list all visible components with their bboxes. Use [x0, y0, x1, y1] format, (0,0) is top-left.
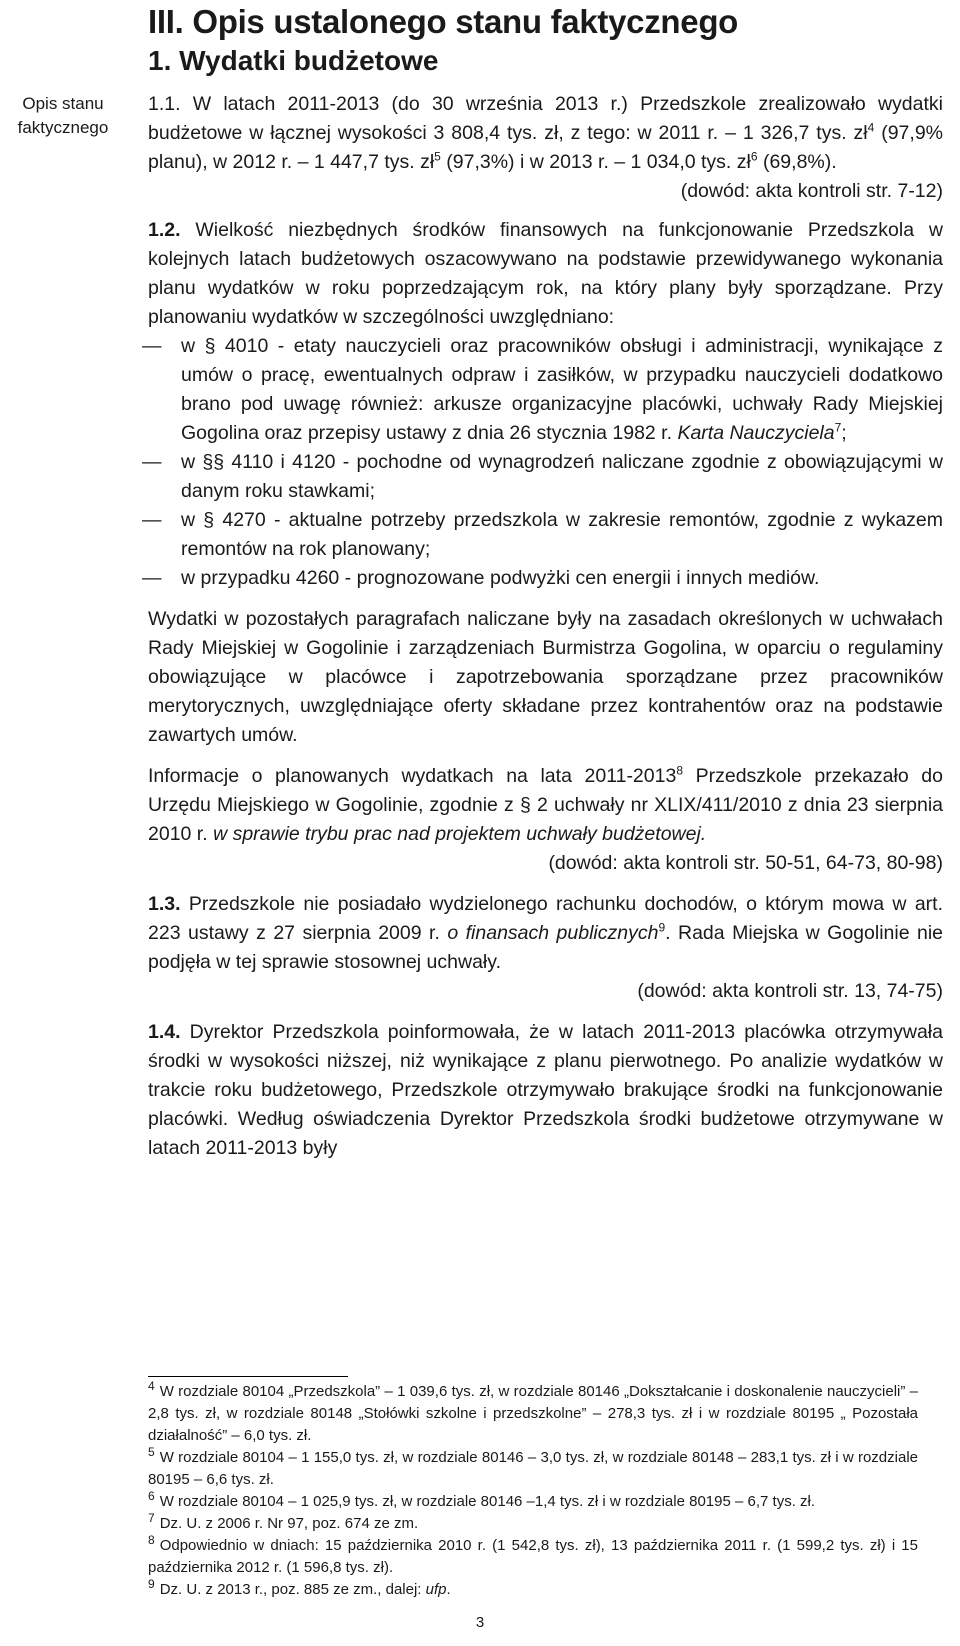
footnote-number: 8 [148, 1533, 155, 1547]
footnote-separator [148, 1376, 348, 1377]
footnote: $^8$ Odpowiednio w dniach: 15 października 2010 r. (1 542,8 tys. zł), 13 października 2011 r. (1 599,2 tys. zł) i 15 października 2012 r. (1 596,8 tys. zł). [148, 1533, 918, 1576]
footnote: $^4$ W rozdziale 80104 „Przedszkola” – 1 039,6 tys. zł, w rozdziale 80146 „Dokształcanie i doskonalenie nauczycieli” – 2,8 tys. zł, w rozdziale 80148 „Stołówki szkolne i przedszkolne” – 278,3 tys. zł i w rozdziale 80195 „ Pozostała działalność” – 6,0 tys. zł. [148, 1379, 918, 1444]
paragraph-1-2: 1.2. Wielkość niezbędnych środków finansowych na funkcjonowanie Przedszkola w kolejnych latach budżetowych oszacowywano na podstawie przewidywanego wykonania planu wydatków w roku poprzedzającym rok, na który plany były sporządzane. Przy planowaniu wydatków w szczególności uwzględniano: [148, 219, 943, 328]
footnote-ref[interactable]: 9 [658, 920, 666, 935]
footnote-ref[interactable]: 4 [867, 120, 875, 135]
footnote-number: 7 [148, 1511, 155, 1525]
paragraph-other-expenses: Wydatki w pozostałych paragrafach naliczane były na zasadach określonych w uchwałach Rady Miejskiej w Gogolinie i zarządzeniach Burmistrza Gogolina, w oparciu o regulaminy obowiązujące w placówce i zapotrzebowania sporządzane przez pracowników merytorycznych, uwzględniające oferty składane przez kontrahentów oraz na podstawie zawartych umów. [148, 608, 943, 746]
footnote-ref[interactable]: 7 [834, 420, 842, 435]
footnote-ref[interactable]: 6 [750, 149, 758, 164]
list-item: — w przypadku 4260 - prognozowane podwyżki cen energii i innych mediów. [148, 564, 943, 593]
paragraph-number: 1.2. [148, 219, 181, 241]
footnote: $^7$ Dz. U. z 2006 r. Nr 97, poz. 674 ze zm. [148, 1511, 419, 1532]
page-number: 3 [475, 1614, 485, 1631]
paragraph-1-4: 1.4. Dyrektor Przedszkola poinformowała, że w latach 2011-2013 placówka otrzymywała środki w wysokości niższej, niż wynikające z planu pierwotnego. Po analizie wydatków w trakcie roku budżetowego, Przedszkole otrzymywało brakujące środki na funkcjonowanie placówki. Według oświadczenia Dyrektor Przedszkola środki budżetowe otrzymywane w latach 2011-2013 były [148, 1021, 943, 1159]
footnote-ref[interactable]: 5 [434, 149, 441, 164]
dash-bullet: — [142, 451, 162, 473]
evidence-note: (dowód: akta kontroli str. 7-12) [680, 180, 943, 202]
list-item: — w § 4270 - aktualne potrzeby przedszkola w zakresie remontów, zgodnie z wykazem remontów na rok planowany; [148, 506, 943, 564]
margin-label [4, 92, 122, 140]
evidence-note: (dowód: akta kontroli str. 50-51, 64-73, 80-98) [548, 852, 943, 874]
list-item: — w § 4010 - etaty nauczycieli oraz pracowników obsługi i administracji, wynikające z umów o pracę, ewentualnych odpraw i zasiłków, w przypadku nauczycieli dodatkowo brano pod uwagę również: arkusze organizacyjne placówki, uchwały Rady Miejskiej Gogolina oraz przepisy ustawy z dnia 26 stycznia 1982 r. Karta Nauczyciela$^7$; [148, 332, 943, 448]
list-item: — w §§ 4110 i 4120 - pochodne od wynagrodzeń naliczane zgodnie z obowiązującymi w danym roku stawkami; [148, 448, 943, 506]
margin-label-line2: faktycznego [17, 118, 109, 137]
paragraph-1-3: 1.3. Przedszkole nie posiadało wydzielonego rachunku dochodów, o którym mowa w art. 223 ustawy z 27 sierpnia 2009 r. o finansach publicznych$^9$. Rada Miejska w Gogolinie nie podjęła w tej sprawie stosownej uchwały. [148, 893, 944, 973]
footnote: $^9$ Dz. U. z 2013 r., poz. 885 ze zm., dalej: ufp. [148, 1577, 451, 1598]
subsection-heading: 1. Wydatki budżetowe [148, 45, 439, 76]
footnote: $^6$ W rozdziale 80104 – 1 025,9 tys. zł, w rozdziale 80146 –1,4 tys. zł i w rozdziale 80195 – 6,7 tys. zł. [148, 1489, 816, 1510]
paragraph-planned-expenses: Informacje o planowanych wydatkach na lata 2011-2013$^8$ Przedszkole przekazało do Urzędu Miejskiego w Gogolinie, zgodnie z § 2 uchwały nr XLIX/411/2010 z dnia 23 sierpnia 2010 r. w sprawie trybu prac nad projektem uchwały budżetowej. [148, 763, 943, 845]
margin-label-line1: Opis stanu [22, 94, 104, 113]
dash-bullet: — [142, 509, 162, 531]
paragraph-number: 1.3. [148, 893, 181, 915]
footnote-number: 5 [148, 1445, 155, 1459]
evidence-note: (dowód: akta kontroli str. 13, 74-75) [637, 980, 943, 1002]
footnote-ref[interactable]: 8 [676, 763, 684, 778]
paragraph-number: 1.1. [148, 93, 181, 115]
section-heading: III. Opis ustalonego stanu faktycznego [148, 3, 739, 40]
footnote-number: 4 [148, 1379, 155, 1393]
footnote-number: 6 [148, 1489, 155, 1503]
planning-criteria-list [142, 332, 943, 593]
footnote: $^5$ W rozdziale 80104 – 1 155,0 tys. zł, w rozdziale 80146 – 3,0 tys. zł, w rozdziale 80148 – 283,1 tys. zł i w rozdziale 80195 – 6,6 tys. zł. [148, 1445, 918, 1488]
footnote-number: 9 [148, 1577, 155, 1591]
document-body [142, 0, 944, 1163]
dash-bullet: — [142, 567, 162, 589]
dash-bullet: — [142, 335, 162, 357]
paragraph-1-1: 1.1. W latach 2011-2013 (do 30 września 2013 r.) Przedszkole zrealizowało wydatki budżetowe w łącznej wysokości 3 808,4 tys. zł, z tego: w 2011 r. – 1 326,7 tys. $zł^4$ (97,9% planu), w 2012 r. – 1 447,7 tys. $zł^5$ (97,3%) i w 2013 r. – 1 034,0 tys. $zł^6$ (69,8%). [148, 93, 943, 173]
footnotes [148, 1381, 918, 1601]
paragraph-number: 1.4. [148, 1021, 181, 1043]
